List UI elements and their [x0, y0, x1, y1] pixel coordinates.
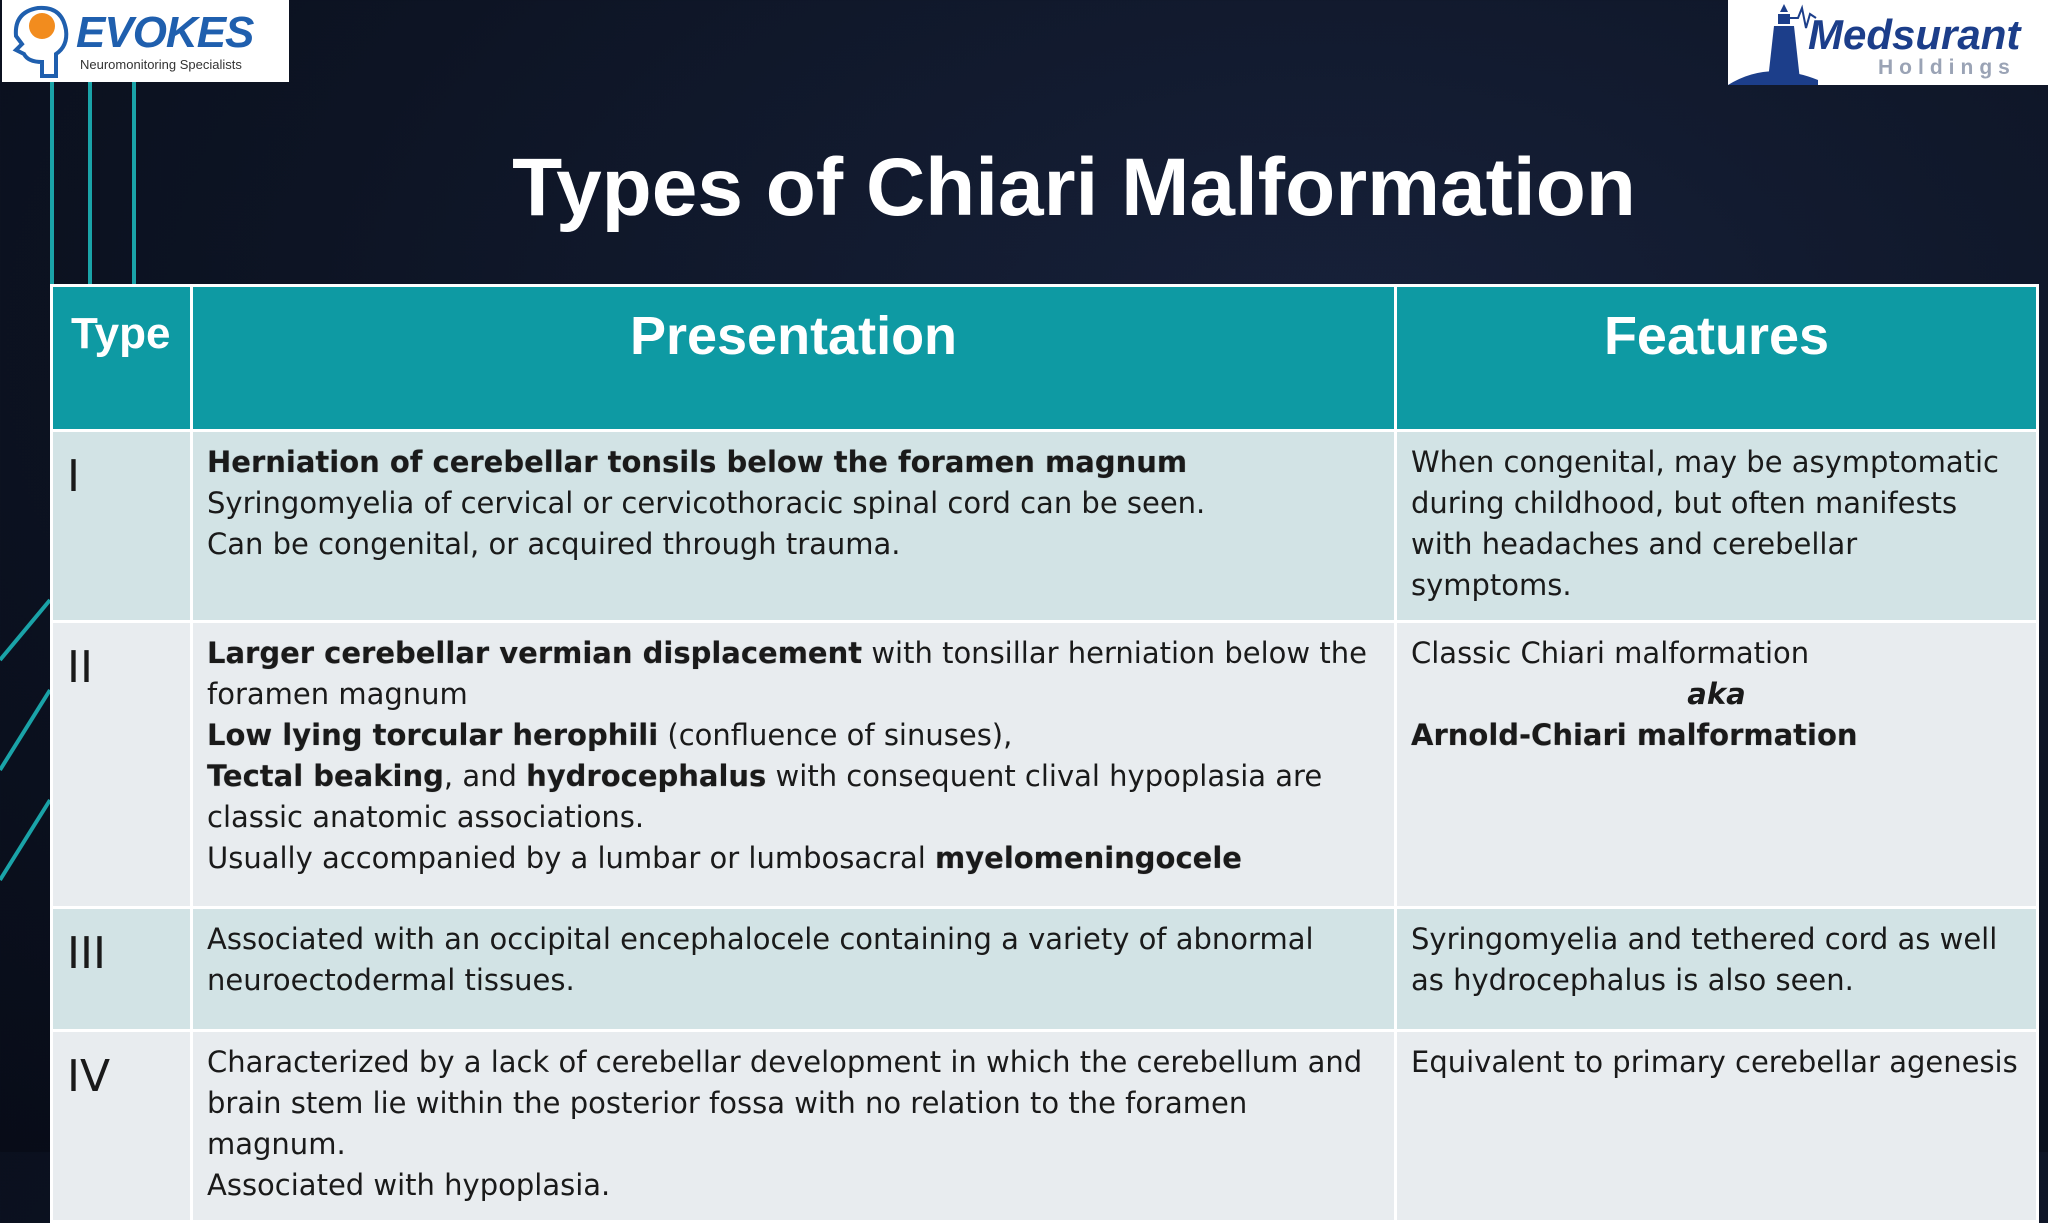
- features-cell: Syringomyelia and tethered cord as well as hydrocephalus is also seen.: [1396, 908, 2038, 1031]
- presentation-text: Associated with hypoplasia.: [207, 1168, 611, 1202]
- type-cell: IV: [52, 1031, 192, 1222]
- lighthouse-icon: [1728, 0, 1818, 85]
- features-text: Arnold-Chiari malformation: [1411, 718, 1858, 752]
- presentation-text: Usually accompanied by a lumbar or lumbosacral: [207, 841, 936, 875]
- type-cell: I: [52, 431, 192, 622]
- medsurant-tagline: Holdings: [1878, 56, 2016, 79]
- header-features: Features: [1396, 286, 2038, 431]
- table-row: [52, 622, 2038, 908]
- table-row: [52, 908, 2038, 1031]
- medsurant-brand: Medsurant: [1808, 11, 2021, 58]
- presentation-cell: [192, 622, 1396, 908]
- presentation-text: with tonsillar herniation below the foramen magnum: [207, 636, 1367, 711]
- presentation-text: with consequent clival hypoplasia are classic anatomic associations.: [207, 759, 1323, 834]
- evokes-logo: [2, 0, 289, 82]
- features-cell: When congenital, may be asymptomatic during childhood, but often manifests with headaches and cerebellar symptoms.: [1396, 431, 2038, 622]
- presentation-cell: Associated with an occipital encephalocele containing a variety of abnormal neuroectodermal tissues.: [192, 908, 1396, 1031]
- presentation-text: Can be congenital, or acquired through trauma.: [207, 527, 901, 561]
- bold-term: Tectal beaking: [207, 759, 444, 793]
- presentation-text: Characterized by a lack of cerebellar development in which the cerebellum and brain stem lie within the posterior fossa with no relation to the foramen magnum.: [207, 1045, 1363, 1161]
- medsurant-logo: [1728, 0, 2048, 85]
- type-cell: II: [52, 622, 192, 908]
- header-presentation: Presentation: [192, 286, 1396, 431]
- header-type: Type: [52, 286, 192, 431]
- page-title: Types of Chiari Malformation: [512, 142, 1636, 233]
- presentation-cell: [192, 431, 1396, 622]
- presentation-text: Herniation of cerebellar tonsils below the foramen magnum: [207, 445, 1188, 479]
- features-cell: [1396, 622, 2038, 908]
- bold-term: myelomeningocele: [935, 841, 1242, 875]
- features-text: Classic Chiari malformation: [1411, 636, 1810, 670]
- features-cell: Equivalent to primary cerebellar agenesis: [1396, 1031, 2038, 1222]
- bold-term: Larger cerebellar vermian displacement: [207, 636, 863, 670]
- type-cell: III: [52, 908, 192, 1031]
- aka-text: aka: [1687, 677, 1746, 711]
- evokes-brand: EVOKES: [76, 7, 254, 57]
- head-profile-icon: [2, 0, 72, 82]
- table-row: [52, 431, 2038, 622]
- bold-term: Low lying torcular herophili: [207, 718, 659, 752]
- table-row: [52, 1031, 2038, 1222]
- evokes-tagline: Neuromonitoring Specialists: [80, 56, 242, 72]
- presentation-text: , and: [443, 759, 527, 793]
- bold-term: hydrocephalus: [526, 759, 767, 793]
- table-header-row: [52, 286, 2038, 431]
- presentation-cell: [192, 1031, 1396, 1222]
- presentation-text: Syringomyelia of cervical or cervicothoracic spinal cord can be seen.: [207, 486, 1206, 520]
- presentation-text: (confluence of sinuses),: [658, 718, 1013, 752]
- chiari-types-table: [50, 284, 2039, 1223]
